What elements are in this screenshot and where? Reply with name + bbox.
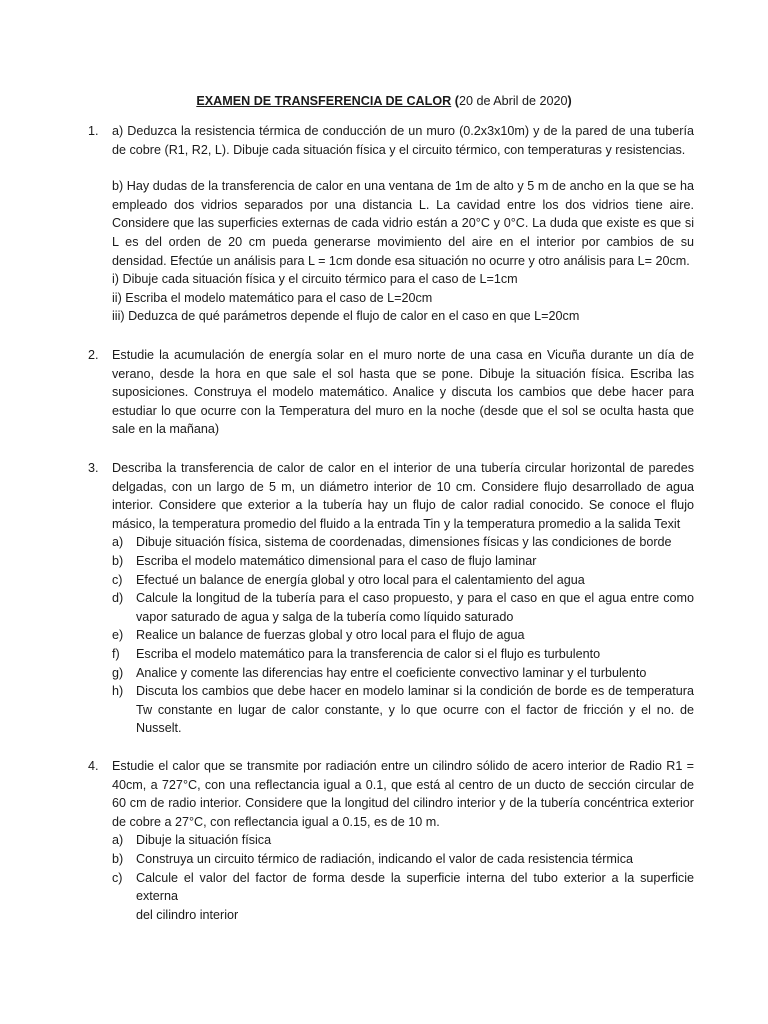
list-item — [112, 571, 694, 590]
question-3-text: Describa la transferencia de calor de calor en el interior de una tubería circular horizontal de paredes delgadas, con un largo de 5 m, un diámetro interior de 10 cm. Considere flujo desarrollado de agua interior. Considere que exterior a la tubería hay un flujo de calor radial conocido. Se conoce el flujo másico, la temperatura promedio del fluido a la entrada Tin y la temperatura promedio a la salida Texit — [112, 461, 694, 531]
list-item-text: Escriba el modelo matemático dimensional para el caso de flujo laminar — [136, 553, 537, 568]
question-3 — [88, 459, 694, 738]
list-item — [112, 589, 694, 626]
question-1-item-i: i) Dibuje cada situación física y el circuito térmico para el caso de L=1cm — [112, 272, 518, 287]
list-item-label: b) — [112, 553, 124, 568]
list-item — [112, 552, 694, 571]
list-item-text: Calcule la longitud de la tubería para el caso propuesto, y para el caso en que el agua entre como vapor saturado de agua y salga de la tubería como líquido saturado — [136, 591, 694, 624]
question-1-item-ii: ii) Escriba el modelo matemático para el caso de L=20cm — [112, 290, 433, 305]
list-item-text: Calcule el valor del factor de forma desde la superficie interna del tubo exterior a la superficie externa — [136, 870, 694, 904]
question-1 — [88, 122, 694, 326]
list-item-label: b) — [112, 851, 124, 866]
list-item-label: g) — [112, 665, 124, 680]
list-item-label: a) — [112, 833, 124, 848]
list-item-text: Dibuje situación física, sistema de coordenadas, dimensiones físicas y las condiciones de borde — [136, 535, 672, 550]
question-1-part-b: b) Hay dudas de la transferencia de calor en una ventana de 1m de alto y 5 m de ancho en la que se ha empleado dos vidrios separados por una distancia L. La cavidad entre los dos vidrios tiene aire. Considere que las superficies externas de cada vidrio están a 20°C y 0°C. La duda que existe es que si L es del orden de 20 cm pueda generarse movimiento del aire en el interior por cambios de su densidad. Efectúe un análisis para L = 1cm donde esa situación no ocurre y otro análisis para L= 20cm. — [112, 179, 694, 268]
list-item — [112, 850, 694, 869]
question-number: 1. — [88, 124, 99, 138]
exam-title — [0, 92, 768, 111]
question-2-text: Estudie la acumulación de energía solar en el muro norte de una casa en Vicuña durante un día de verano, desde la hora en que sale el sol hasta que se pone. Dibuje la situación física. Escriba las suposiciones. Construya el modelo matemático. Analice y discuta los cambios que debe hacer para estudiar lo que ocurre con la Temperatura del muro en la noche (desde que el sol se oculta hasta que sale en la mañana) — [112, 348, 694, 437]
list-item-label: e) — [112, 628, 124, 643]
question-4-text: Estudie el calor que se transmite por radiación entre un cilindro sólido de acero interior de Radio R1 = 40cm, a 727°C, con una reflectancia igual a 0.1, que está al centro de un ducto de sección circular de 60 cm de radio interior. Considere que la longitud del cilindro interior y de la tubería concéntrica exterior de cobre a 27°C, con reflectancia igual a 0.15, es de 10 m. — [112, 759, 694, 829]
question-number: 4. — [88, 759, 99, 773]
list-item — [112, 664, 694, 683]
list-item-label: a) — [112, 535, 124, 550]
question-4-tail: del cilindro interior — [136, 907, 239, 922]
list-item-text: Efectué un balance de energía global y otro local para el calentamiento del agua — [136, 572, 585, 587]
list-item — [112, 831, 694, 850]
question-1-part-a: a) Deduzca la resistencia térmica de conducción de un muro (0.2x3x10m) y de la pared de una tubería de cobre (R1, R2, L). Dibuje cada situación física y el circuito térmico, con temperaturas y resistencias. — [112, 124, 694, 157]
list-item-label: c) — [112, 870, 123, 885]
list-item — [112, 533, 694, 552]
question-4-subitems — [112, 831, 694, 905]
question-2 — [88, 346, 694, 439]
question-4 — [88, 757, 694, 924]
list-item-label: h) — [112, 684, 124, 699]
list-item-label: c) — [112, 572, 123, 587]
list-item-text: Realice un balance de fuerzas global y otro local para el flujo de agua — [136, 628, 525, 643]
question-1-item-iii: iii) Deduzca de qué parámetros depende el flujo de calor en el caso en que L=20cm — [112, 309, 580, 324]
exam-title-close-paren: ) — [567, 94, 572, 108]
list-item-label: f) — [112, 646, 120, 661]
list-item-text: Discuta los cambios que debe hacer en modelo laminar si la condición de borde es de temperatura Tw constante en lugar de calor constante, y lo que ocurre con el factor de fricción y el no. de Nusselt. — [136, 684, 694, 736]
list-item — [112, 869, 694, 906]
list-item — [112, 682, 694, 738]
question-number: 2. — [88, 348, 99, 362]
list-item — [112, 626, 694, 645]
list-item — [112, 645, 694, 664]
list-item-text: Analice y comente las diferencias hay entre el coeficiente convectivo laminar y el turbulento — [136, 665, 647, 680]
list-item-text: Construya un circuito térmico de radiación, indicando el valor de cada resistencia térmica — [136, 851, 633, 866]
question-number: 3. — [88, 461, 99, 475]
exam-date: 20 de Abril de 2020 — [458, 94, 568, 108]
list-item-text: Dibuje la situación física — [136, 833, 272, 848]
question-3-subitems — [112, 533, 694, 738]
list-item-label: d) — [112, 591, 124, 606]
list-item-text: Escriba el modelo matemático para la transferencia de calor si el flujo es turbulento — [136, 646, 601, 661]
exam-title-main: EXAMEN DE TRANSFERENCIA DE CALOR — [196, 94, 452, 108]
exam-title-open-paren: ( — [454, 94, 459, 108]
